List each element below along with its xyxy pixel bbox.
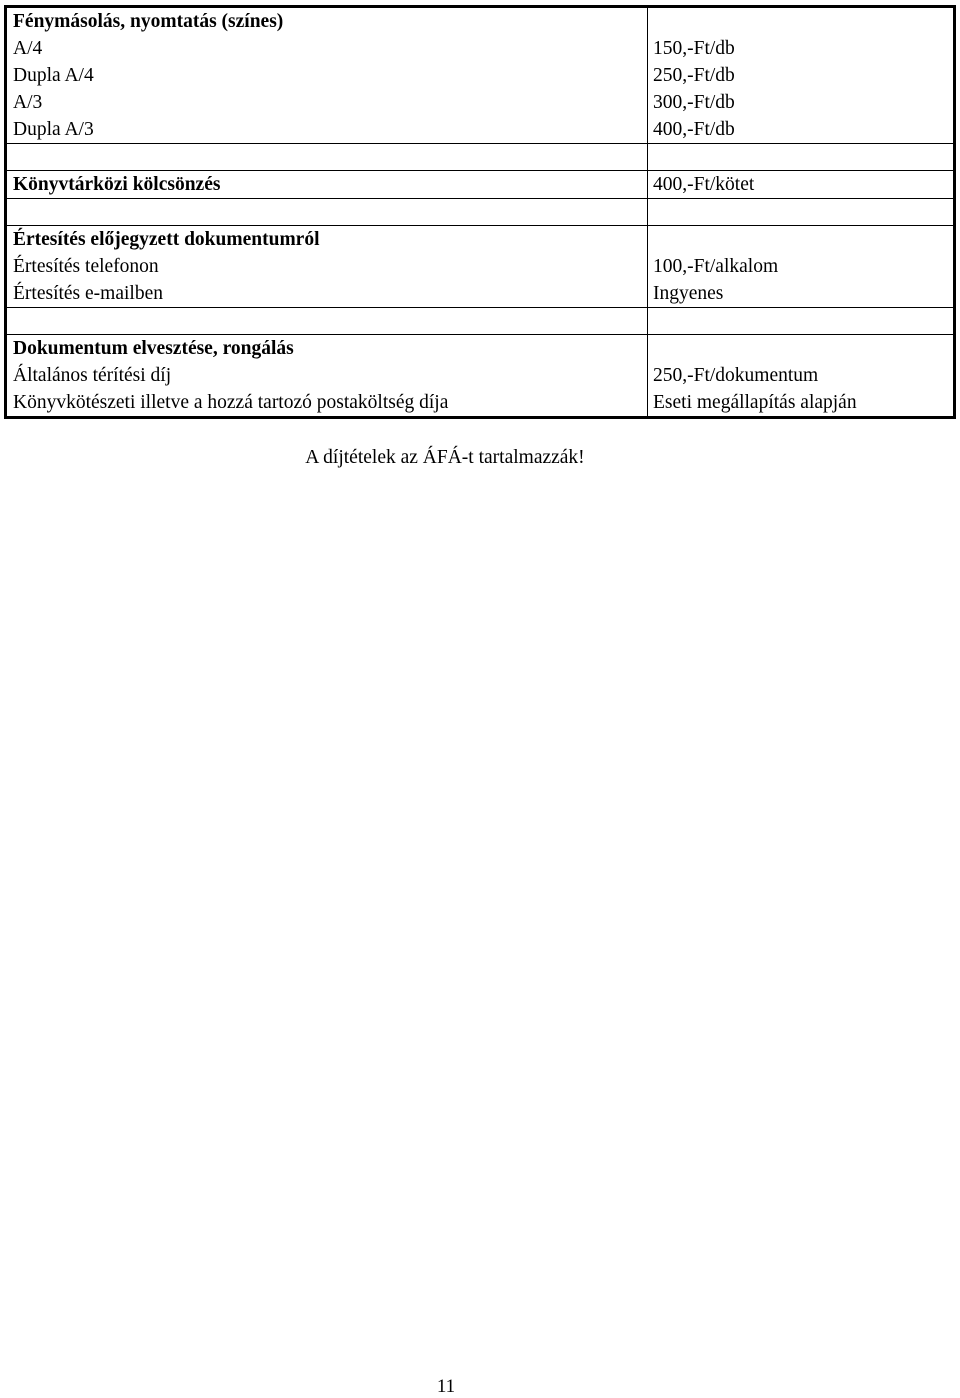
page-number: 11 [436, 1376, 456, 1397]
fee-item-label: Dupla A/3 [13, 119, 94, 140]
spacer-row [6, 308, 955, 335]
fee-item-label: Dupla A/4 [13, 65, 94, 86]
section-heading: Értesítés előjegyzett dokumentumról [13, 229, 320, 250]
fee-item-price: 250,-Ft/dokumentum [653, 365, 819, 386]
section-heading-price [653, 226, 953, 253]
fee-item-price: 300,-Ft/db [653, 92, 735, 113]
section-document-loss [6, 335, 955, 418]
spacer-row [6, 144, 955, 171]
section-label-cell [6, 226, 648, 308]
section-heading-price [653, 335, 953, 362]
section-heading: Dokumentum elvesztése, rongálás [13, 338, 294, 359]
spacer-cell [648, 308, 955, 335]
section-label-cell [6, 171, 648, 199]
fee-item-price: Ingyenes [653, 283, 724, 304]
fee-item-label: A/4 [13, 38, 43, 59]
fee-item-label: Általános térítési díj [13, 365, 172, 386]
vat-note-text: A díjtételek az ÁFÁ-t tartalmazzák! [305, 447, 585, 468]
section-label-cell [6, 7, 648, 144]
spacer-cell [6, 308, 648, 335]
section-heading: Könyvtárközi kölcsönzés [13, 174, 221, 195]
section-price-cell [648, 7, 955, 144]
vat-note [0, 444, 960, 471]
section-price-cell [648, 335, 955, 418]
fee-item-price: Eseti megállapítás alapján [653, 392, 857, 413]
section-interlibrary-loan [6, 171, 955, 199]
fee-item-price: 400,-Ft/db [653, 119, 735, 140]
section-heading: Fénymásolás, nyomtatás (színes) [13, 11, 284, 32]
fee-item-price: 250,-Ft/db [653, 65, 735, 86]
spacer-cell [648, 199, 955, 226]
section-reservation-notice [6, 226, 955, 308]
section-label-cell [6, 335, 648, 418]
section-price-cell [648, 226, 955, 308]
spacer-row [6, 199, 955, 226]
section-price-cell [648, 171, 955, 199]
section-heading-price [653, 8, 953, 35]
spacer-cell [6, 144, 648, 171]
spacer-cell [648, 144, 955, 171]
fee-item-label: Könyvkötészeti illetve a hozzá tartozó postaköltség díja [13, 392, 449, 413]
fee-table [4, 5, 956, 419]
fee-item-label: Értesítés telefonon [13, 256, 159, 277]
fee-item-label: A/3 [13, 92, 43, 113]
fee-item-price: 100,-Ft/alkalom [653, 256, 779, 277]
section-heading-price: 400,-Ft/kötet [653, 174, 755, 195]
fee-item-label: Értesítés e-mailben [13, 283, 163, 304]
fee-item-price: 150,-Ft/db [653, 38, 735, 59]
spacer-cell [6, 199, 648, 226]
section-photocopy [6, 7, 955, 144]
